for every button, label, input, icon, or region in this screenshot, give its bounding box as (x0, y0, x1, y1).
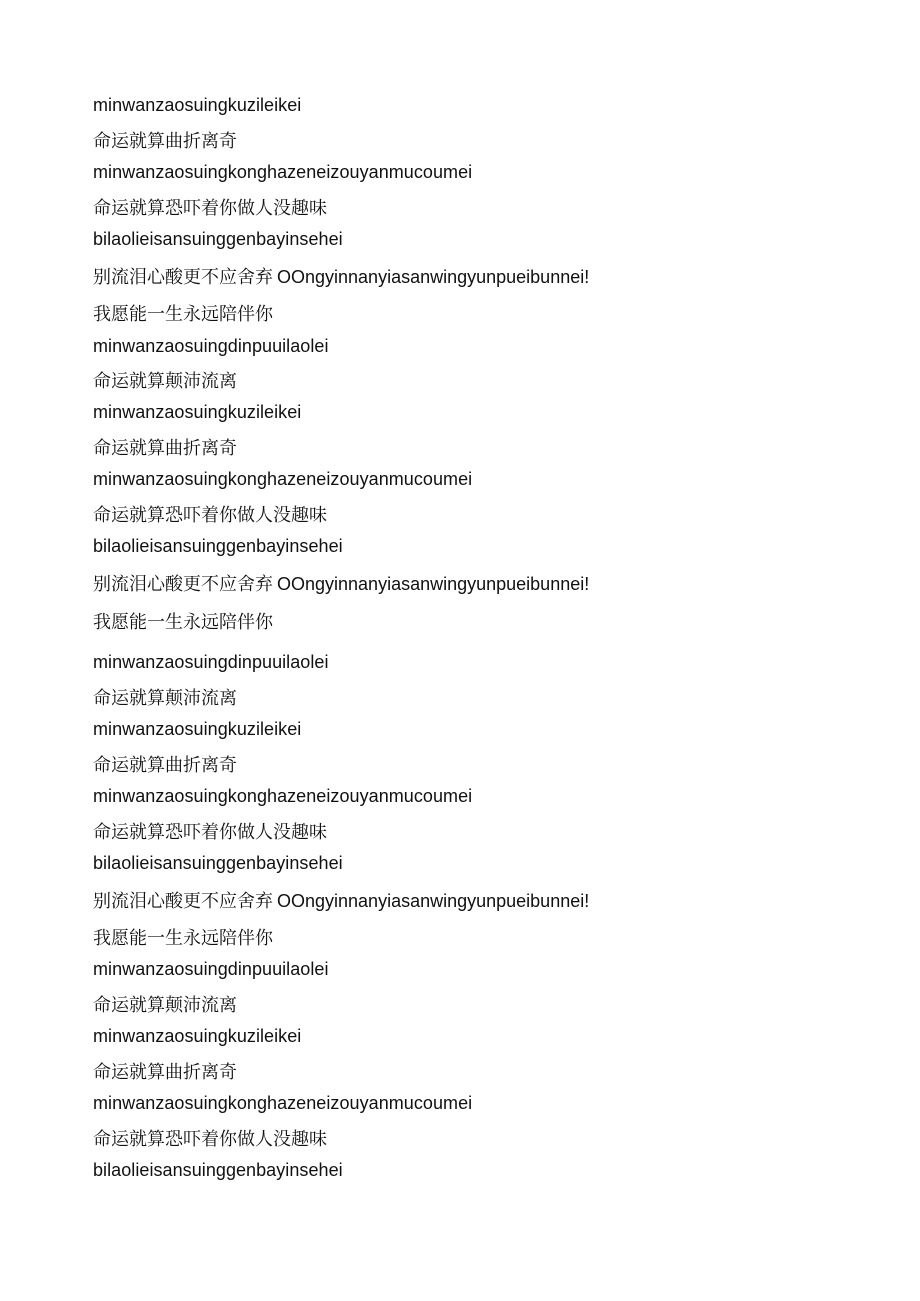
lyric-romanization: minwanzaosuingkuzileikei (93, 95, 302, 115)
lyric-chinese: 别流泪心酸更不应舍弃 (93, 891, 273, 912)
lyric-romanization: minwanzaosuingkonghazeneizouyanmucoumei (93, 786, 473, 806)
lyric-chinese: 命运就算颠沛流离 (93, 688, 237, 709)
lyric-chinese: 命运就算恐吓着你做人没趣味 (93, 822, 327, 843)
lyric-chinese: 命运就算颠沛流离 (93, 371, 237, 392)
lyric-chinese: 别流泪心酸更不应舍弃 (93, 267, 273, 288)
lyric-chinese: 我愿能一生永远陪伴你 (93, 612, 273, 633)
lyric-romanization: bilaolieisansuinggenbayinsehei (93, 536, 343, 556)
lyric-romanization: minwanzaosuingkuzileikei (93, 719, 302, 739)
lyric-chinese: 命运就算曲折离奇 (93, 438, 237, 459)
lyric-romanization: OOngyinnanyiasanwingyunpueibunnei! (277, 574, 590, 594)
lyric-romanization: minwanzaosuingkuzileikei (93, 402, 302, 422)
lyric-chinese: 命运就算恐吓着你做人没趣味 (93, 505, 327, 526)
lyric-romanization: minwanzaosuingkonghazeneizouyanmucoumei (93, 469, 473, 489)
lyric-chinese: 命运就算曲折离奇 (93, 755, 237, 776)
lyric-romanization: OOngyinnanyiasanwingyunpueibunnei! (277, 891, 590, 911)
lyric-mixed-line (93, 268, 589, 287)
lyric-chinese: 我愿能一生永远陪伴你 (93, 304, 273, 325)
lyric-romanization: minwanzaosuingkonghazeneizouyanmucoumei (93, 162, 473, 182)
lyric-romanization: minwanzaosuingdinpuuilaolei (93, 959, 329, 979)
lyric-mixed-line (93, 892, 589, 911)
lyric-chinese: 我愿能一生永远陪伴你 (93, 928, 273, 949)
lyric-romanization: minwanzaosuingdinpuuilaolei (93, 336, 329, 356)
lyric-romanization: minwanzaosuingkonghazeneizouyanmucoumei (93, 1093, 473, 1113)
lyric-chinese: 命运就算曲折离奇 (93, 1062, 237, 1083)
lyric-romanization: OOngyinnanyiasanwingyunpueibunnei! (277, 267, 590, 287)
lyric-romanization: minwanzaosuingkuzileikei (93, 1026, 302, 1046)
lyric-romanization: bilaolieisansuinggenbayinsehei (93, 1160, 343, 1180)
lyric-romanization: bilaolieisansuinggenbayinsehei (93, 229, 343, 249)
lyric-romanization: minwanzaosuingdinpuuilaolei (93, 652, 329, 672)
lyric-mixed-line (93, 575, 589, 594)
lyric-chinese: 别流泪心酸更不应舍弃 (93, 574, 273, 595)
lyric-romanization: bilaolieisansuinggenbayinsehei (93, 853, 343, 873)
lyric-chinese: 命运就算曲折离奇 (93, 131, 237, 152)
lyric-chinese: 命运就算恐吓着你做人没趣味 (93, 198, 327, 219)
lyric-chinese: 命运就算颠沛流离 (93, 995, 237, 1016)
lyric-chinese: 命运就算恐吓着你做人没趣味 (93, 1129, 327, 1150)
